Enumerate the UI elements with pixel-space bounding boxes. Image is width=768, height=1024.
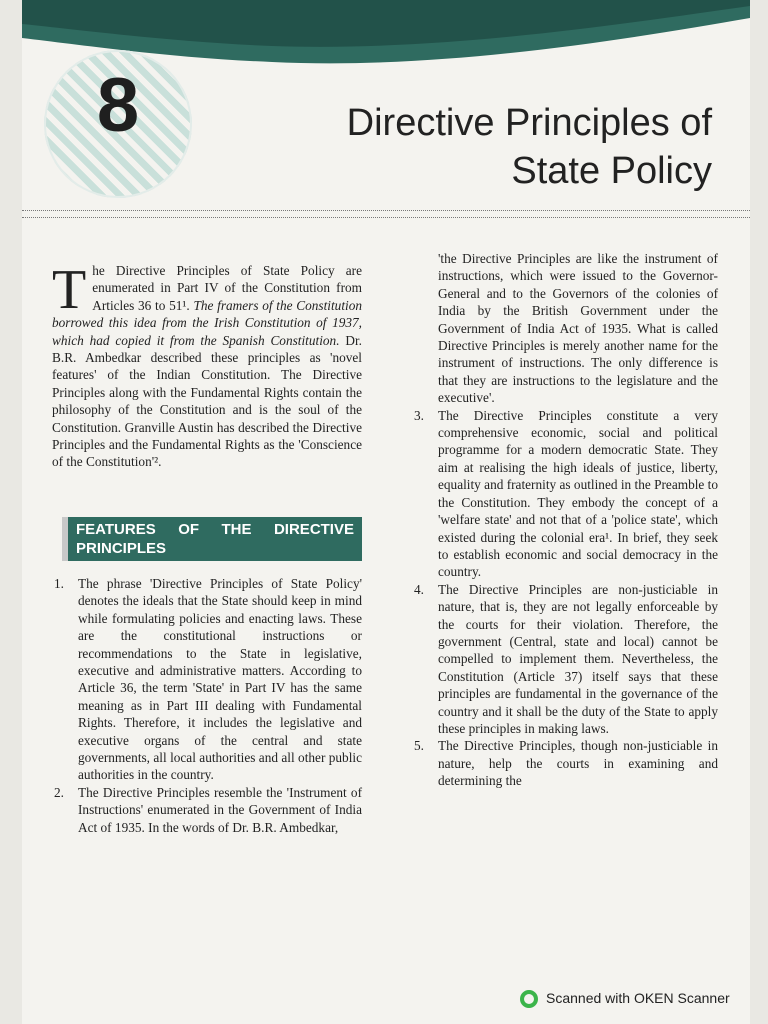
item-text: The Directive Principles are non-justiciable in nature, that is, they are not legally enforceable by the courts for their violation. Therefore, the government (Central, state and local) cannot be compelled to implement them. Nevertheless, the Constitution (Article 37) itself says that these principles are fundamental in the governance of the country and it shall be the duty of the State to apply these principles in making laws. — [438, 581, 718, 736]
intro-text-a: he Directive Principles of State Policy are enumerated in Part IV of the Constitution from Articles 36 to 51¹. — [92, 263, 362, 313]
item-text: The Directive Principles resemble the 'Instrument of Instructions' enumerated in the Government of India Act of 1935. In the words of Dr. B.R. Ambedkar, — [78, 784, 362, 835]
features-list-right — [412, 407, 718, 790]
item-number: 5. — [414, 738, 424, 754]
features-list-left — [52, 575, 362, 836]
intro-paragraph — [52, 259, 363, 471]
scanner-logo-icon — [520, 990, 538, 1008]
chapter-number: 8 — [96, 63, 140, 148]
features-heading: FEATURES OF THE DIRECTIVE PRINCIPLES — [62, 517, 362, 561]
item-text: The phrase 'Directive Principles of State Policy' denotes the ideals that the State should keep in mind while formulating policies and enacting laws. These are the constitutional instructions or recommendations to the State in legislative, executive and administrative matters. According to Article 36, the term 'State' in Part IV has the same meaning as in Part III dealing with Fundamental Rights. Therefore, it includes the legislative and executive organs of the central and state governments, all local authorities and all other public authorities in the country. — [78, 575, 362, 783]
scanner-text: Scanned with OKEN Scanner — [546, 990, 730, 1006]
drop-cap: T — [52, 259, 87, 321]
item-text: The Directive Principles constitute a very comprehensive economic, social and political programme for a modern democratic State. They aim at realising the high ideals of justice, liberty, equality and fraternity as outlined in the Preamble to the Constitution. They embody the concept of a 'welfare state' and not that of a 'police state', which existed during the colonial era¹. In brief, they seek to establish economic and social democracy in the country. — [438, 407, 718, 580]
list-item — [52, 784, 362, 836]
book-page — [22, 0, 750, 1024]
item2-continuation: 'the Directive Principles are like the instrument of instructions, which were issued to the Governor-General and to the Governors of the colonies of India by the British Government under the Government of India Act of 1935. What is called Directive Principles is merely another name for the instrument of instructions. The only difference is that they are instructions to the legislature and the executive'. — [438, 251, 718, 406]
left-column — [52, 259, 363, 836]
list-item — [412, 737, 718, 789]
chapter-title — [252, 100, 712, 195]
intro-text-italic: The framers of the Constitution borrowed this idea from the Irish Constitution of 1937, which had copied it from the Spanish Constitution. — [52, 297, 363, 348]
scanner-watermark — [520, 990, 730, 1008]
item-number: 4. — [414, 581, 424, 597]
intro-text-b: Dr. B.R. Ambedkar described these principles as 'novel features' of the Indian Constitution. The Directive Principles along with the Fundamental Rights contain the philosophy of the Constitution and is the soul of the Constitution. Granville Austin has described the Directive Principles and the Fundamental Rights as the 'Conscience of the Constitution'². — [52, 332, 363, 470]
item-number: 1. — [54, 575, 64, 591]
list-item — [412, 581, 718, 738]
list-item — [52, 575, 362, 784]
item-number: 2. — [54, 784, 64, 800]
title-divider — [22, 210, 750, 218]
chapter-badge — [44, 50, 192, 198]
item-text: The Directive Principles, though non-justiciable in nature, help the courts in examining and determining the — [438, 738, 718, 789]
right-column — [412, 250, 718, 790]
item-number: 3. — [414, 407, 424, 423]
chapter-title-line1: Directive Principles of — [346, 102, 712, 144]
list-item — [412, 407, 718, 581]
chapter-title-line2: State Policy — [511, 149, 712, 192]
